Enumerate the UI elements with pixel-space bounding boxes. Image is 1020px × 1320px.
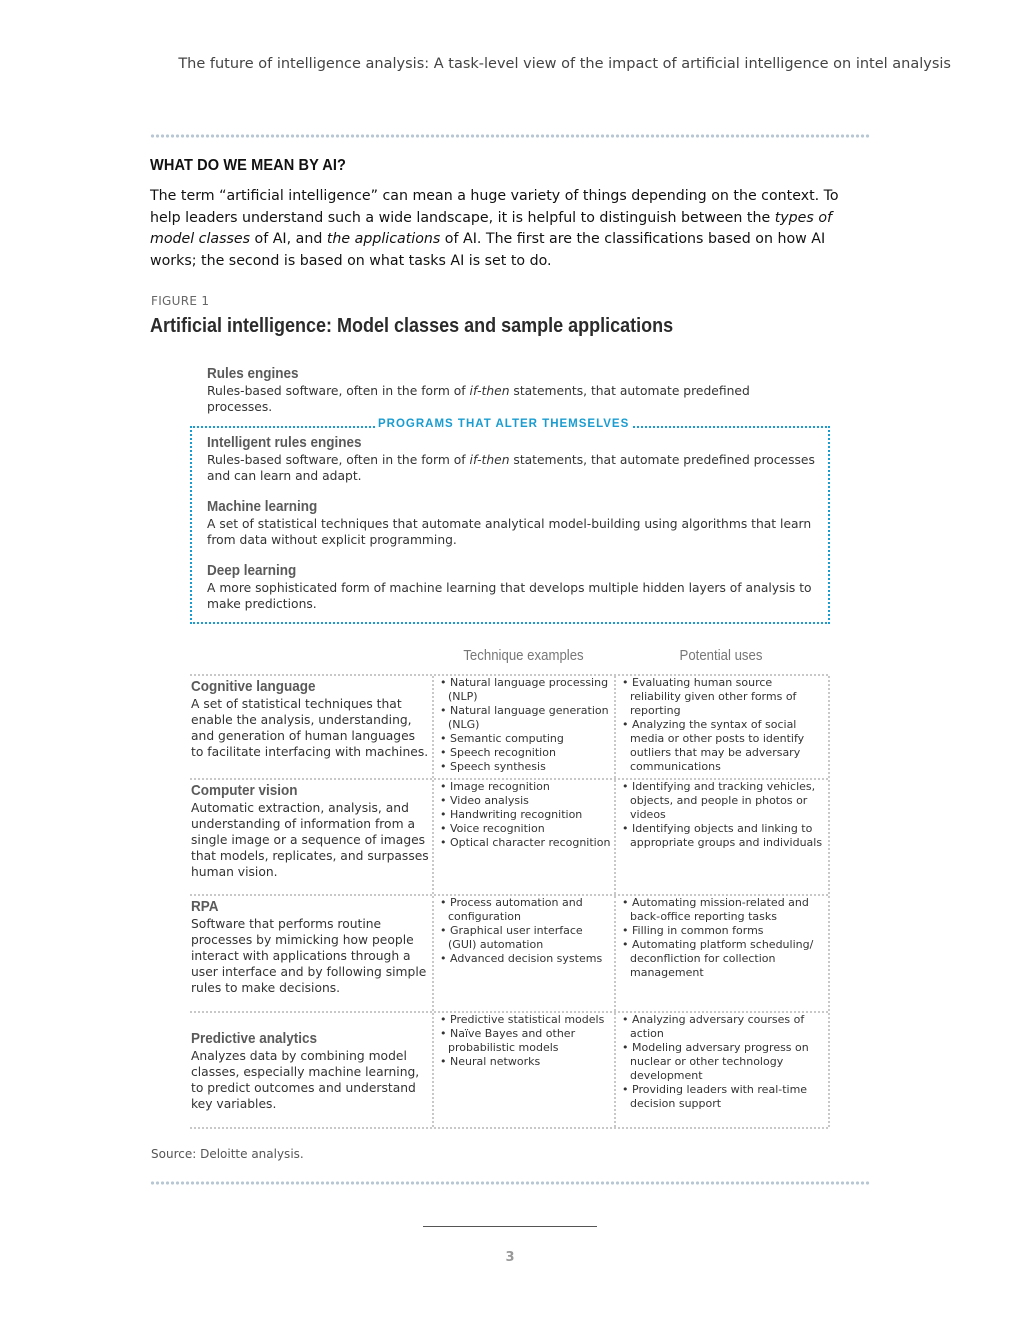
technique-cell	[432, 896, 615, 1011]
table-row	[190, 674, 828, 778]
application-desc: Analyzes data by combining model classes, especially machine learning, to predict outcomes and understand key variables.	[191, 1049, 420, 1111]
figure-title: Artificial intelligence: Model classes and sample applications	[150, 315, 674, 337]
application-cell	[191, 676, 431, 760]
applications-table	[190, 674, 828, 1129]
intro-text-2: of AI, and	[250, 231, 327, 248]
list-item: • Optical character recognition	[440, 836, 613, 850]
intro-text-1: The term “artificial intelligence” can mean a huge variety of things depending on the context. To help leaders understand such a wide landscape, it is helpful to distinguish between the	[150, 188, 839, 226]
list-item: • Analyzing the syntax of social media or other posts to identify outliers that may be adversary communications	[622, 718, 826, 774]
list-item: • Handwriting recognition	[440, 808, 613, 822]
technique-cell	[432, 780, 615, 894]
model-class-name: Deep learning	[207, 562, 297, 579]
uses-cell	[614, 1013, 830, 1127]
model-class-desc: A set of statistical techniques that automate analytical model-building using algorithms that learn from data without explicit programming.	[207, 517, 812, 547]
model-class-desc: Rules-based software, often in the form of if-then statements, that automate predefined processes and can learn and adapt.	[207, 453, 815, 483]
uses-list	[616, 676, 828, 774]
list-item: • Speech synthesis	[440, 760, 613, 774]
application-cell	[191, 1013, 431, 1112]
bottom-divider	[150, 1181, 870, 1185]
model-class-rules-engines	[207, 365, 817, 415]
uses-list	[616, 780, 828, 850]
technique-list	[434, 780, 615, 850]
application-name: Cognitive language	[191, 678, 316, 695]
application-cell	[191, 780, 431, 880]
intro-emphasis-2: the applications	[326, 231, 441, 248]
model-class-name: Rules engines	[207, 365, 299, 382]
section-heading: WHAT DO WE MEAN BY AI?	[150, 157, 347, 174]
group-label: PROGRAMS THAT ALTER THEMSELVES	[375, 418, 632, 430]
model-class-desc: A more sophisticated form of machine learning that develops multiple hidden layers of analysis to make predictions.	[207, 581, 812, 611]
list-item: • Natural language processing (NLP)	[440, 676, 613, 704]
uses-cell	[614, 780, 830, 894]
technique-cell	[432, 676, 615, 778]
intro-text-3: of AI. The first are the classifications based on how AI works; the second is based on what tasks AI is set to do.	[150, 231, 826, 270]
technique-cell	[432, 1013, 615, 1127]
list-item: • Filling in common forms	[622, 924, 826, 938]
uses-list	[616, 1013, 828, 1111]
list-item: • Semantic computing	[440, 732, 613, 746]
page-number: 3	[505, 1250, 515, 1265]
table-row	[190, 894, 828, 1011]
technique-list	[434, 896, 615, 966]
table-row	[190, 1011, 828, 1129]
column-header-uses: Potential uses	[679, 647, 763, 664]
column-header-techniques: Technique examples	[463, 647, 584, 664]
top-divider	[150, 134, 870, 138]
model-class-name: Machine learning	[207, 498, 318, 515]
list-item: • Speech recognition	[440, 746, 613, 760]
application-name: Predictive analytics	[191, 1030, 318, 1047]
model-class-machine-learning	[207, 498, 817, 548]
list-item: • Predictive statistical models	[440, 1013, 613, 1027]
model-class-desc: Rules-based software, often in the form of if-then statements, that automate predefined processes.	[207, 384, 750, 414]
list-item: • Automating mission-related and back-office reporting tasks	[622, 896, 826, 924]
intro-emphasis-1: types of model classes	[150, 209, 832, 248]
model-class-intelligent-rules-engines	[207, 434, 817, 484]
list-item: • Identifying and tracking vehicles, objects, and people in photos or videos	[622, 780, 826, 822]
uses-list	[616, 896, 828, 980]
list-item: • Process automation and configuration	[440, 896, 613, 924]
technique-list	[434, 1013, 615, 1069]
list-item: • Evaluating human source reliability given other forms of reporting	[622, 676, 826, 718]
list-item: • Neural networks	[440, 1055, 613, 1069]
application-desc: Automatic extraction, analysis, and understanding of information from a single image or a sequence of images that models, replicates, and surpasses human vision.	[191, 801, 429, 879]
running-header: The future of intelligence analysis: A task-level view of the impact of artificial intelligence on intel analysis	[178, 56, 951, 72]
list-item: • Graphical user interface (GUI) automation	[440, 924, 613, 952]
application-name: Computer vision	[191, 782, 298, 799]
list-item: • Providing leaders with real-time decision support	[622, 1083, 826, 1111]
list-item: • Automating platform scheduling/ deconfliction for collection management	[622, 938, 826, 980]
figure-label: FIGURE 1	[151, 294, 210, 308]
list-item: • Natural language generation (NLG)	[440, 704, 613, 732]
list-item: • Naïve Bayes and other probabilistic models	[440, 1027, 613, 1055]
model-class-name: Intelligent rules engines	[207, 434, 362, 451]
list-item: • Modeling adversary progress on nuclear or other technology development	[622, 1041, 826, 1083]
application-cell	[191, 896, 431, 996]
uses-cell	[614, 896, 830, 1011]
application-name: RPA	[191, 898, 219, 915]
list-item: • Image recognition	[440, 780, 613, 794]
model-class-deep-learning	[207, 562, 817, 612]
uses-cell	[614, 676, 830, 778]
technique-list	[434, 676, 615, 774]
list-item: • Video analysis	[440, 794, 613, 808]
list-item: • Identifying objects and linking to appropriate groups and individuals	[622, 822, 826, 850]
list-item: • Voice recognition	[440, 822, 613, 836]
list-item: • Advanced decision systems	[440, 952, 613, 966]
table-row	[190, 778, 828, 894]
application-desc: A set of statistical techniques that enable the analysis, understanding, and generation of human languages to facilitate interfacing with machines.	[191, 697, 429, 759]
footer-rule	[423, 1226, 597, 1227]
intro-paragraph	[150, 186, 870, 273]
figure-source: Source: Deloitte analysis.	[151, 1147, 304, 1161]
application-desc: Software that performs routine processes by mimicking how people interact with applications through a user interface and by following simple rules to make decisions.	[191, 917, 427, 995]
list-item: • Analyzing adversary courses of action	[622, 1013, 826, 1041]
